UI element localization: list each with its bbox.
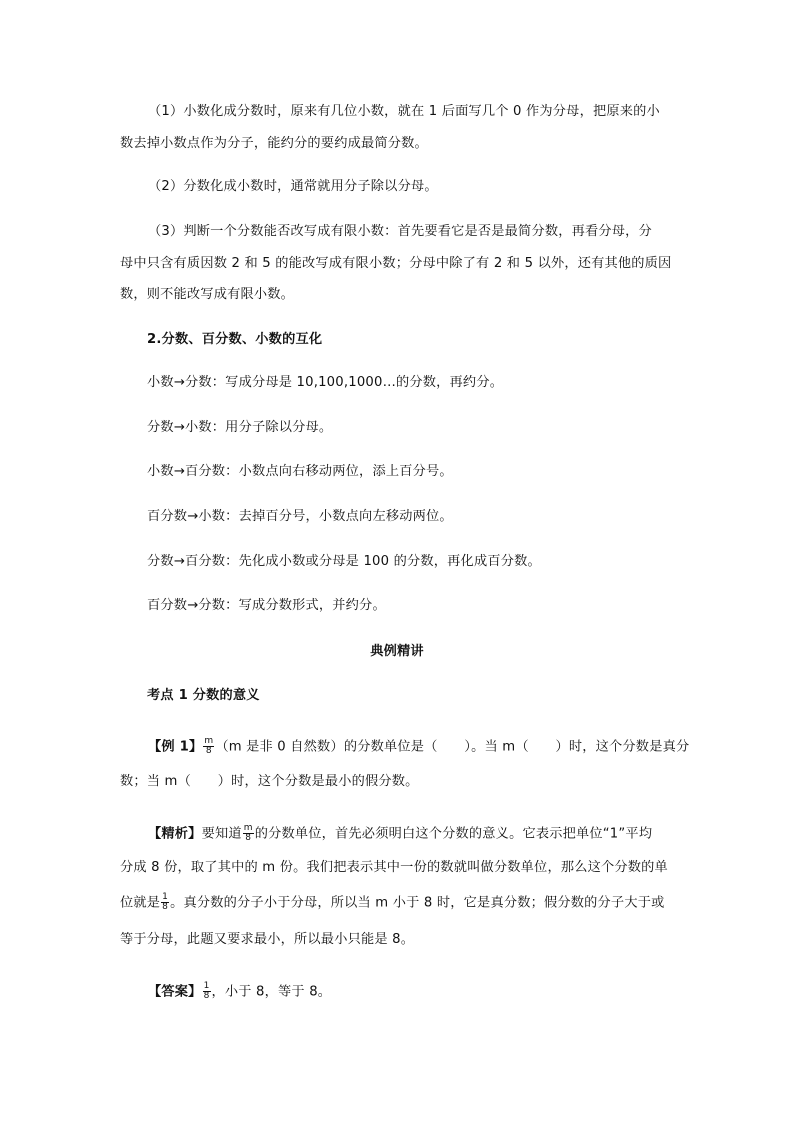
rule-2: （2）分数化成小数时，通常就用分子除以分母。 — [148, 179, 438, 194]
conversion-item: 分数→百分数：先化成小数或分母是 100 的分数，再化成百分数。 — [147, 554, 541, 569]
fraction: $\frac{1}{8}$ — [203, 981, 210, 1001]
kaodian-title: 考点 1 分数的意义 — [147, 688, 260, 703]
fraction: $\frac{m}{8}$ — [243, 823, 253, 843]
example-line-1 — [148, 737, 689, 757]
example-text: （m 是非 0 自然数）的分数单位是（ ）。当 m（ ）时，这个分数是真分 — [215, 739, 690, 755]
example-line-2: 数；当 m（ ）时，这个分数是最小的假分数。 — [120, 774, 419, 789]
rule-1-line-2: 数去掉小数点作为分子，能约分的要约成最简分数。 — [120, 136, 428, 151]
analysis-line-4: 等于分母，此题又要求最小，所以最小只能是 8。 — [120, 932, 415, 947]
section-2-title: 2.分数、百分数、小数的互化 — [147, 332, 323, 347]
fraction: $\frac{1}{8}$ — [162, 892, 169, 912]
analysis-line-2: 分成 8 份，取了其中的 m 份。我们把表示其中一份的数就叫做分数单位，那么这个分数的单 — [120, 860, 668, 875]
answer-line: 【答案】 $\frac{1}{8}$ ，小于 8，等于 8。 — [148, 981, 332, 1001]
conversion-item: 小数→百分数：小数点向右移动两位，添上百分号。 — [147, 464, 453, 479]
rule-3-line-1: （3）判断一个分数能否改写成有限小数：首先要看它是否是最简分数，再看分母，分 — [148, 224, 652, 239]
analysis-label: 【精析】 — [148, 826, 202, 842]
example-label: 【例 1】 — [148, 739, 203, 755]
rule-3-line-2: 母中只含有质因数 2 和 5 的能改写成有限小数；分母中除了有 2 和 5 以外，还有其他的质因 — [120, 256, 672, 271]
rule-1-line-1: （1）小数化成分数时，原来有几位小数，就在 1 后面写几个 0 作为分母，把原来的小 — [148, 104, 660, 119]
section-heading: 典例精讲 — [370, 644, 424, 659]
conversion-item: 小数→分数：写成分母是 10,100,1000…的分数，再约分。 — [147, 375, 504, 390]
conversion-item: 百分数→分数：写成分数形式，并约分。 — [147, 598, 386, 613]
conversion-item: 分数→小数：用分子除以分母。 — [147, 420, 333, 435]
answer-label: 【答案】 — [148, 984, 202, 1000]
conversion-item: 百分数→小数：去掉百分号，小数点向左移动两位。 — [147, 509, 453, 524]
analysis-line-1: 【精析】要知道 $\frac{m}{8}$ 的分数单位，首先必须明白这个分数的意义。它表示把单位“1”平均 — [148, 823, 653, 843]
fraction: $\frac{m}{8}$ — [204, 736, 214, 756]
rule-3-line-3: 数，则不能改写成有限小数。 — [120, 287, 295, 302]
analysis-line-3: 位就是 $\frac{1}{8}$ 。真分数的分子小于分母，所以当 m 小于 8 时，它是真分数；假分数的分子大于或 — [120, 892, 665, 912]
